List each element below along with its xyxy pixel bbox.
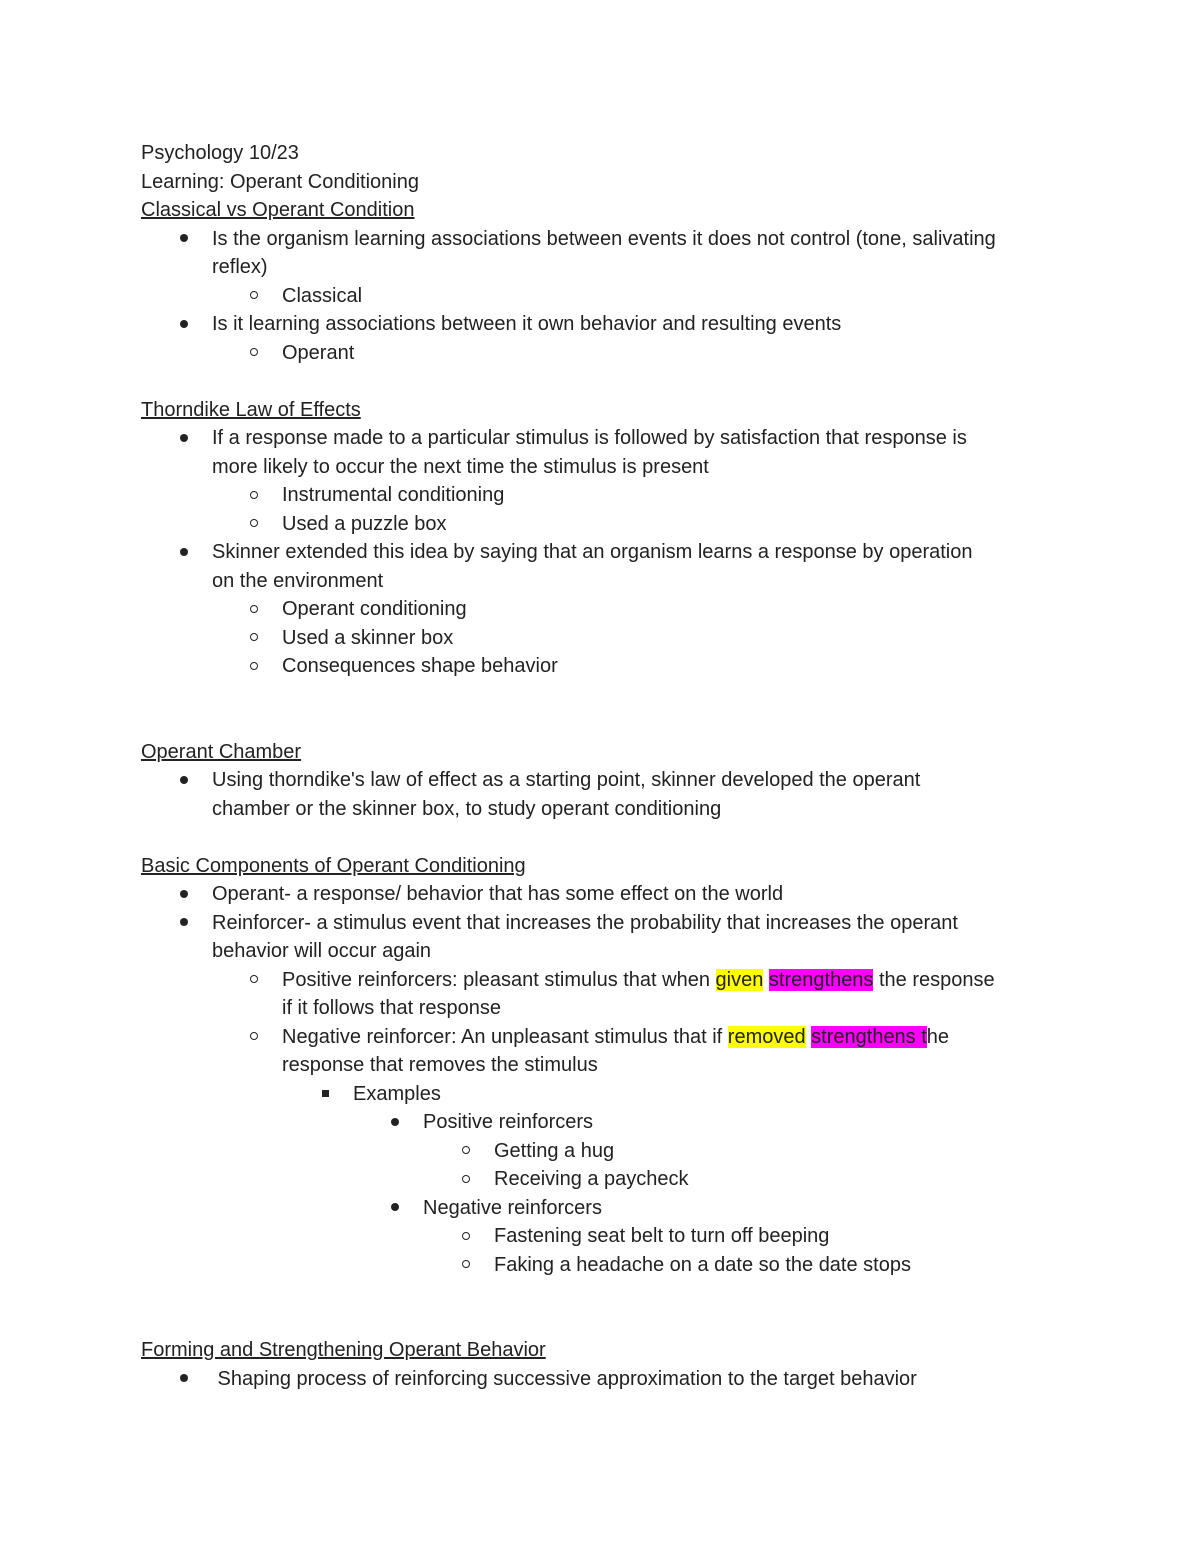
list-item-text: Used a puzzle box (282, 512, 447, 535)
doc-subtitle: Learning: Operant Conditioning (141, 170, 419, 193)
list-item-text: Used a skinner box (282, 626, 454, 649)
bullet-dot-icon (177, 909, 191, 938)
list-item (141, 424, 1061, 481)
list-item (141, 766, 1061, 823)
list-item (141, 1023, 1061, 1080)
list-item-text: Negative reinforcers (423, 1196, 602, 1219)
list-item-text: more likely to occur the next time the stimulus is present (212, 455, 709, 478)
bullet-dot-icon (177, 766, 191, 795)
list-item-text: Reinforcer- a stimulus event that increases the probability that increases the operant (212, 911, 958, 934)
list-item-text: Getting a hug (494, 1139, 615, 1162)
section-heading-basic-components: Basic Components of Operant Conditioning (141, 854, 526, 877)
list-item (141, 909, 1061, 966)
list-item-text: Operant conditioning (282, 598, 467, 620)
list-item (141, 510, 1061, 539)
list-item (141, 1365, 1061, 1394)
bullet-dot-icon (388, 1194, 402, 1223)
list-item (141, 1194, 1061, 1223)
list-item-text: If a response made to a particular stimulus is followed by satisfaction that response is (212, 427, 967, 449)
list-item (141, 481, 1061, 510)
bullet-circle-icon (247, 624, 261, 653)
list-item (141, 282, 1061, 311)
document-body (141, 139, 1061, 1393)
list-item-text: Negative reinforcer: An unpleasant stimulus that if removed strengthens the (282, 1025, 950, 1048)
bullet-dot-icon (177, 424, 191, 453)
list-item-text: chamber or the skinner box, to study operant conditioning (212, 797, 722, 820)
bullet-circle-icon (247, 339, 261, 368)
bullet-dot-icon (388, 1108, 402, 1137)
bullet-circle-icon (459, 1222, 473, 1251)
list-item-text: reflex) (212, 256, 268, 278)
section-heading-operant-chamber: Operant Chamber (141, 740, 302, 763)
bullet-dot-icon (177, 1365, 191, 1394)
section-heading-thorndike: Thorndike Law of Effects (141, 398, 361, 421)
list-item (141, 1108, 1061, 1137)
bullet-dot-icon (177, 225, 191, 254)
list-item (141, 624, 1061, 653)
bullet-square-icon (318, 1080, 332, 1109)
bullet-circle-icon (247, 481, 261, 510)
list-item-text: if it follows that response (282, 997, 501, 1019)
highlight-given: given (715, 968, 764, 991)
list-item-text: behavior will occur again (212, 940, 432, 962)
list-item (141, 225, 1061, 282)
list-item (141, 966, 1061, 1023)
list-item-text: Positive reinforcers: pleasant stimulus that when given strengthens the response (282, 968, 995, 991)
list-item (141, 880, 1061, 909)
list-item (141, 652, 1061, 681)
list-item-text: Classical (282, 284, 363, 307)
list-item-text: Receiving a paycheck (494, 1168, 689, 1190)
bullet-circle-icon (459, 1251, 473, 1280)
bullet-circle-icon (247, 966, 261, 995)
list-item-text: Shaping process of reinforcing successive approximation to the target behavior (212, 1367, 917, 1390)
section-heading-forming-strengthening: Forming and Strengthening Operant Behavior (141, 1339, 546, 1361)
list-item-text: Operant (282, 341, 355, 364)
bullet-circle-icon (247, 1023, 261, 1052)
list-item-text: Examples (353, 1082, 441, 1105)
bullet-circle-icon (459, 1137, 473, 1166)
list-item-text: on the environment (212, 569, 384, 592)
list-item-text: Positive reinforcers (423, 1111, 594, 1133)
list-item-text: Fastening seat belt to turn off beeping (494, 1225, 830, 1247)
list-item-text: response that removes the stimulus (282, 1054, 598, 1076)
highlight-strengthens: strengthens t (811, 1025, 927, 1048)
bullet-dot-icon (177, 538, 191, 567)
list-item (141, 339, 1061, 368)
list-item (141, 1165, 1061, 1194)
list-item-text: Consequences shape behavior (282, 655, 558, 677)
list-item (141, 1080, 1061, 1109)
bullet-circle-icon (247, 282, 261, 311)
highlight-strengthens: strengthens (768, 968, 874, 991)
list-item (141, 595, 1061, 624)
bullet-dot-icon (177, 880, 191, 909)
list-item (141, 310, 1061, 339)
list-item (141, 1137, 1061, 1166)
list-item-text: Is it learning associations between it own behavior and resulting events (212, 313, 842, 335)
section-heading-classical-vs-operant: Classical vs Operant Condition (141, 199, 415, 221)
list-item-text: Faking a headache on a date so the date stops (494, 1253, 911, 1276)
list-item-text: Operant- a response/ behavior that has some effect on the world (212, 883, 784, 905)
doc-title: Psychology 10/23 (141, 142, 299, 164)
list-item-text: Using thorndike's law of effect as a starting point, skinner developed the operant (212, 769, 921, 791)
list-item-text: Skinner extended this idea by saying that an organism learns a response by operation (212, 541, 973, 563)
list-item (141, 538, 1061, 595)
bullet-circle-icon (459, 1165, 473, 1194)
bullet-dot-icon (177, 310, 191, 339)
list-item (141, 1222, 1061, 1251)
bullet-circle-icon (247, 652, 261, 681)
bullet-circle-icon (247, 510, 261, 539)
list-item-text: Instrumental conditioning (282, 484, 505, 506)
bullet-circle-icon (247, 595, 261, 624)
list-item (141, 1251, 1061, 1280)
highlight-removed: removed (727, 1025, 806, 1048)
list-item-text: Is the organism learning associations between events it does not control (tone, salivating (212, 227, 996, 250)
